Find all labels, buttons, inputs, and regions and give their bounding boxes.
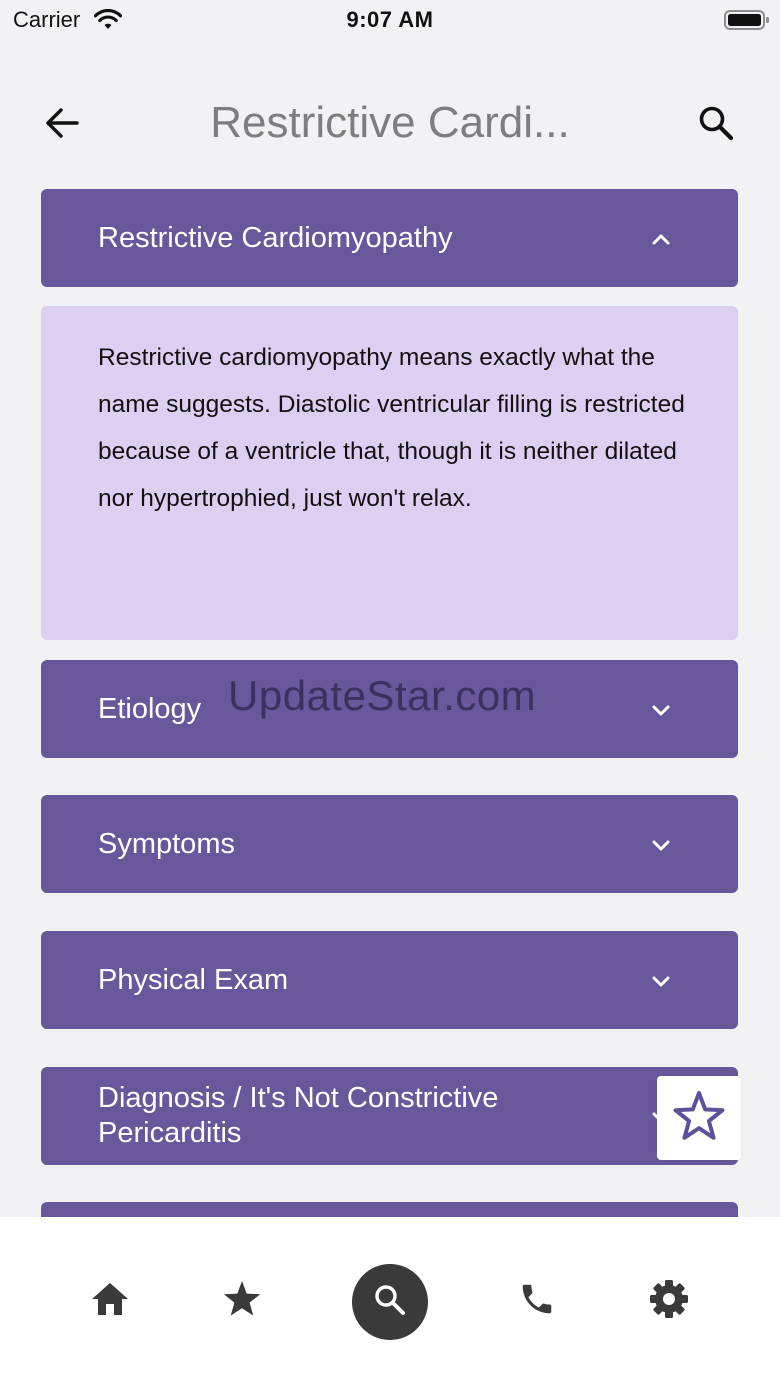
battery-icon: [724, 10, 770, 35]
star-outline-icon: [671, 1089, 727, 1148]
search-icon: [373, 1283, 407, 1322]
favorite-button[interactable]: [657, 1076, 741, 1160]
section-title: Symptoms: [98, 827, 235, 860]
nav-search-button[interactable]: [352, 1264, 428, 1340]
star-icon: [222, 1280, 262, 1323]
watermark: UpdateStar.com: [228, 672, 537, 719]
page-title: Restrictive Cardi...: [210, 98, 570, 147]
section-header-physical-exam[interactable]: [41, 931, 738, 1029]
section-header-restrictive-cardiomyopathy[interactable]: [41, 189, 738, 287]
phone-icon: [518, 1280, 556, 1323]
back-button[interactable]: [40, 105, 84, 145]
status-bar: [0, 0, 780, 40]
search-icon: [697, 104, 735, 147]
arrow-left-icon: [44, 107, 80, 144]
nav-settings-button[interactable]: [637, 1269, 701, 1333]
clock-time: 9:07 AM: [346, 7, 434, 32]
chevron-down-icon: [649, 833, 673, 857]
chevron-down-icon: [649, 698, 673, 722]
section-header-etiology[interactable]: [41, 660, 738, 758]
carrier-label: Carrier: [13, 7, 81, 32]
section-title: Restrictive Cardiomyopathy: [98, 221, 453, 254]
section-title: Etiology: [98, 692, 202, 725]
section-header-symptoms[interactable]: [41, 795, 738, 893]
top-app-bar: [0, 90, 780, 160]
section-title: Diagnosis / It's Not Constrictive Pericarditis: [98, 1082, 499, 1149]
chevron-up-icon: [649, 227, 673, 251]
section-title: Physical Exam: [98, 963, 289, 996]
nav-call-button[interactable]: [505, 1269, 569, 1333]
section-body: [41, 306, 738, 640]
home-icon: [90, 1281, 130, 1322]
chevron-down-icon: [649, 969, 673, 993]
gear-icon: [649, 1279, 689, 1324]
section-header-diagnosis[interactable]: [41, 1067, 738, 1165]
nav-favorites-button[interactable]: [210, 1269, 274, 1333]
section-body-text: Restrictive cardiomyopathy means exactly what the name suggests. Diastolic ventricular filling is restricted because of a ventricle that, though it is neither dilated nor hypertrophied, just won't relax.: [98, 344, 685, 512]
nav-home-button[interactable]: [78, 1269, 142, 1333]
search-button[interactable]: [692, 103, 740, 147]
bottom-nav: [0, 1217, 780, 1387]
